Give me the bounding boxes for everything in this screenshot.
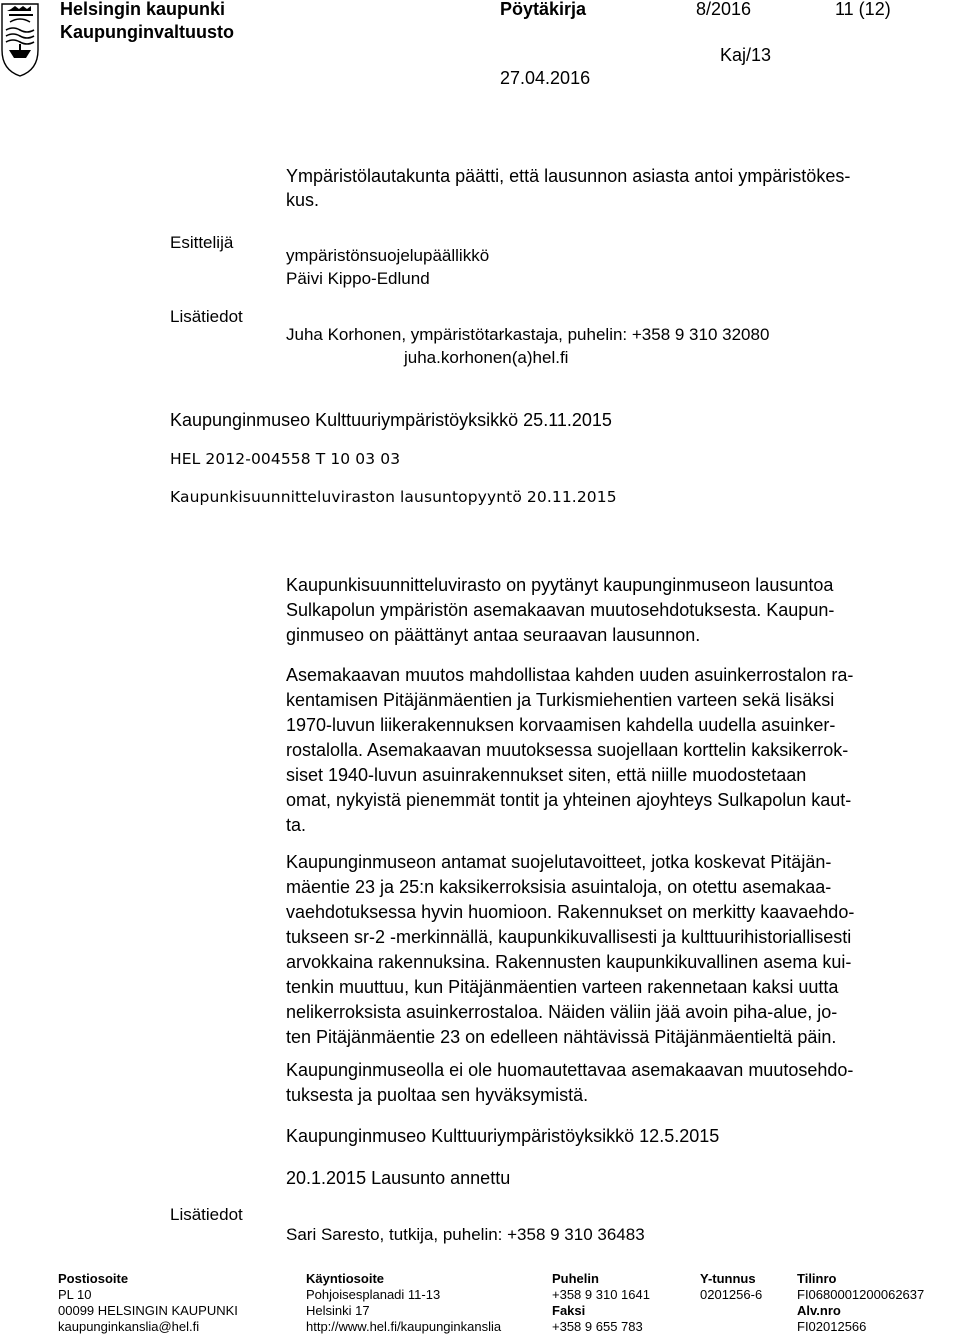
text-line: ginmuseo on päättänyt antaa seuraavan lausunnon. — [286, 625, 701, 645]
statement-given: 20.1.2015 Lausunto annettu — [286, 1168, 511, 1188]
presenter-title: ympäristönsuojelupäällikkö — [286, 246, 490, 265]
footer-visiting — [306, 1271, 501, 1335]
paragraph-2 — [286, 663, 946, 838]
contact-email[interactable]: juha.korhonen(a)hel.fi — [404, 348, 569, 367]
text-line: Kaupunginmuseon antamat suojelutavoitteet, jotka koskevat Pitäjän- — [286, 852, 832, 872]
text-line: tukseen sr-2 -merkinnällä, kaupunkikuvallisesti ja kulttuurihistoriallisesti — [286, 927, 852, 947]
text-line: omat, nykyistä pienemmät tontit ja yhteinen ajoyhteys Sulkapolun kaut- — [286, 790, 852, 810]
case-reference: HEL 2012-004558 T 10 03 03 — [170, 450, 401, 468]
intro-line-2: kus. — [286, 190, 320, 210]
text-line: siset 1940-luvun asuinrakennukset siten, että niille muodostetaan — [286, 765, 807, 785]
org-name: Helsingin kaupunki — [60, 0, 226, 19]
text-line: tuksesta ja puoltaa sen hyväksymistä. — [286, 1085, 589, 1105]
request-subject: Kaupunkisuunnitteluviraston lausuntopyyntö 20.11.2015 — [170, 488, 617, 506]
footer-postal — [58, 1271, 238, 1335]
text-line: tenkin muuttuu, kun Pitäjänmäentien varteen rakennetaan kaksi uutta — [286, 977, 839, 997]
footer-postal-line: 00099 HELSINGIN KAUPUNKI — [58, 1303, 238, 1318]
signature-line: Kaupunginmuseo Kulttuuriympäristöyksikkö 12.5.2015 — [286, 1126, 720, 1146]
footer-postal-line: PL 10 — [58, 1287, 92, 1302]
footer-visiting-line: Helsinki 17 — [306, 1303, 370, 1318]
paragraph-3 — [286, 850, 946, 1050]
text-line: Sulkapolun ympäristön asemakaavan muutosehdotuksesta. Kaupun- — [286, 600, 835, 620]
footer-phone — [552, 1271, 650, 1335]
paragraph-1 — [286, 573, 946, 648]
footer-business-id-value: 0201256-6 — [700, 1287, 763, 1302]
footer-business-id-head: Y-tunnus — [700, 1271, 756, 1286]
text-line: mäentie 23 ja 25:n kaksikerroksisia asuintaloja, on otettu asemakaa- — [286, 877, 832, 897]
text-line: Kaupunkisuunnitteluvirasto on pyytänyt kaupunginmuseon lausuntoa — [286, 575, 834, 595]
footer-fax-number: +358 9 655 783 — [552, 1319, 643, 1334]
footer-vat-value: FI02012566 — [797, 1319, 867, 1334]
text-line: Asemakaavan muutos mahdollistaa kahden uuden asuinkerrostalon ra- — [286, 665, 854, 685]
footer-website[interactable]: http://www.hel.fi/kaupunginkanslia — [306, 1319, 502, 1334]
footer-business-id — [700, 1271, 762, 1303]
text-line: rostalolla. Asemakaavan muutoksessa suojellaan korttelin kaksikerrok- — [286, 740, 849, 760]
more-info-label-2: Lisätiedot — [170, 1205, 243, 1224]
doc-type: Pöytäkirja — [500, 0, 587, 19]
section-heading: Kaupunginmuseo Kulttuuriympäristöyksikkö 25.11.2015 — [170, 410, 612, 430]
more-info-label: Lisätiedot — [170, 307, 243, 326]
footer-account — [797, 1271, 924, 1335]
text-line: 1970-luvun liikerakennuksen korvaamisen kahdella uudella asuinker- — [286, 715, 836, 735]
text-line: ten Pitäjänmäentie 23 on edelleen nähtävissä Pitäjänmäentieltä päin. — [286, 1027, 837, 1047]
presenter-name: Päivi Kippo-Edlund — [286, 269, 430, 288]
item-number: Kaj/13 — [720, 45, 772, 65]
footer-visiting-head: Käyntiosoite — [306, 1271, 385, 1286]
footer-account-head: Tilinro — [797, 1271, 837, 1286]
org-unit: Kaupunginvaltuusto — [60, 22, 234, 42]
contact-line: Juha Korhonen, ympäristötarkastaja, puhelin: +358 9 310 32080 — [286, 325, 770, 344]
footer-phone-head: Puhelin — [552, 1271, 599, 1286]
paragraph-4 — [286, 1058, 946, 1108]
page-number: 11 (12) — [835, 0, 891, 19]
footer-vat-head: Alv.nro — [797, 1303, 841, 1318]
footer-visiting-line: Pohjoisesplanadi 11-13 — [306, 1287, 441, 1302]
footer-phone-number: +358 9 310 1641 — [552, 1287, 650, 1302]
text-line: kentamisen Pitäjänmäentien ja Turkismiehentien varteen sekä lisäksi — [286, 690, 835, 710]
footer-account-value: FI0680001200062637 — [797, 1287, 925, 1302]
text-line: Kaupunginmuseolla ei ole huomautettavaa asemakaavan muutosehdo- — [286, 1060, 854, 1080]
text-line: vaehdotuksessa hyvin huomioon. Rakennukset on merkitty kaavaehdo- — [286, 902, 855, 922]
footer-postal-head: Postiosoite — [58, 1271, 129, 1286]
presenter-label: Esittelijä — [170, 233, 234, 252]
footer-fax-head: Faksi — [552, 1303, 586, 1318]
contact-line-2: Sari Saresto, tutkija, puhelin: +358 9 310 36483 — [286, 1225, 645, 1244]
intro-line-1: Ympäristölautakunta päätti, että lausunnon asiasta antoi ympäristökes- — [286, 166, 851, 186]
doc-number: 8/2016 — [696, 0, 752, 19]
text-line: nelikerroksista asuinkerrostaloa. Näiden väliin jää avoin piha-alue, jo- — [286, 1002, 838, 1022]
text-line: arvokkaina rakennuksina. Rakennusten kaupunkikuvallinen asema kui- — [286, 952, 852, 972]
helsinki-crest-icon — [0, 0, 40, 78]
footer-email[interactable]: kaupunginkanslia@hel.fi — [58, 1319, 200, 1334]
doc-date: 27.04.2016 — [500, 68, 591, 88]
text-line: ta. — [286, 815, 307, 835]
